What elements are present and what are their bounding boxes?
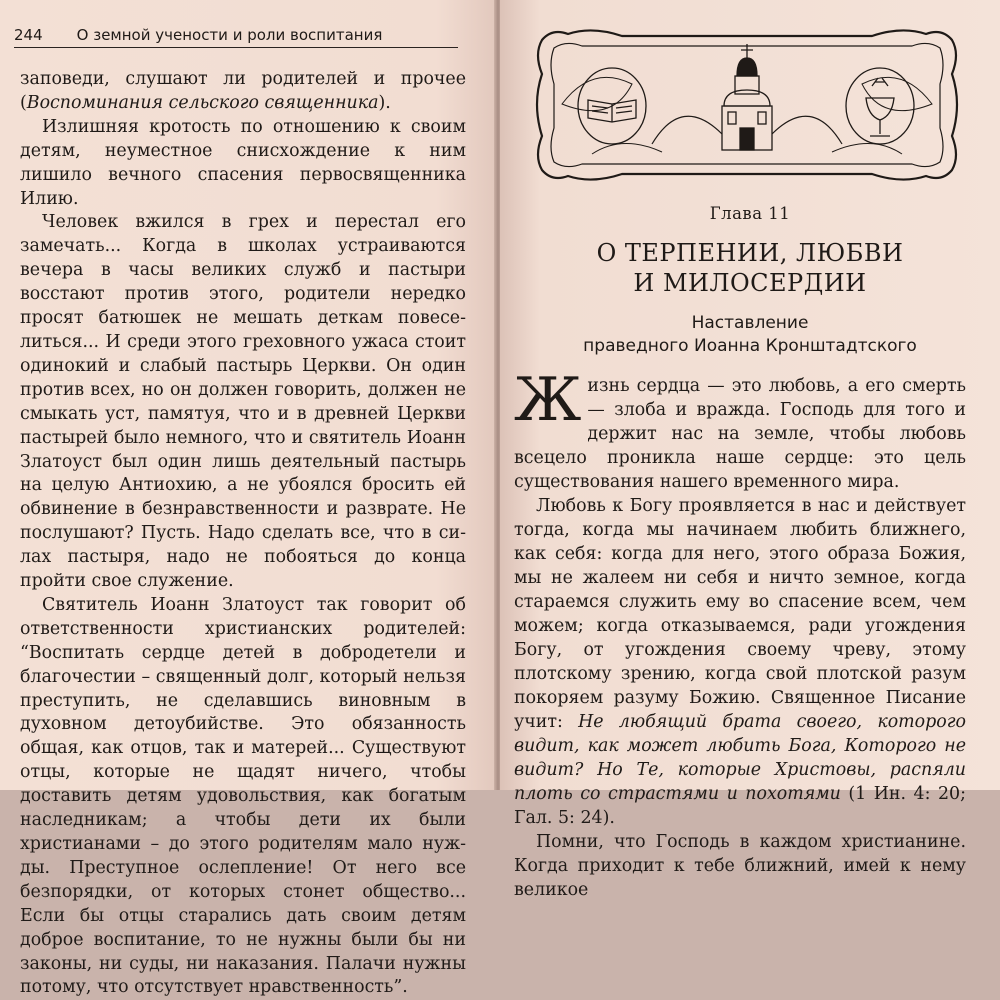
open-book-icon <box>578 68 646 144</box>
paragraph: Человек вжился в грех и перестал его замечать... Когда в школах устраиваются вечера в часы великих служб и пастыри восстают против этого, родители нередко просят батюшек не мешать деткам повеселиться... И среди этого греховного ужаса стоит одинокий и слабый пастырь Церкви. Он один против всех, но он должен говорить, должен не смыкать уст, памятуя, что и в древней Церкви пастырей было немного, что и святитель Иоанн Златоуст был один лишь деятельный пастырь на целую Антиохию, а не убоялся бросить ей обвинение в безнравственности и разврате. Не послушают? Пусть. Надо сделать все, что в силах пастыря, надо не побояться до конца пройти свое служение. <box>20 212 466 592</box>
left-body-text <box>20 68 466 1000</box>
chalice-icon <box>846 68 914 144</box>
page-number: 244 <box>14 26 43 44</box>
chapter-title: О ТЕРПЕНИИ, ЛЮБВИ И МИЛОСЕРДИИ <box>596 239 904 297</box>
left-page <box>0 0 496 998</box>
right-body-text <box>514 365 966 902</box>
drop-cap: Ж <box>514 365 582 435</box>
church-icon <box>722 44 772 150</box>
paragraph: Жизнь сердца — это любовь, а его смерть — злоба и вражда. Господь для того и держит нас на земле, чтобы любовь всецело проникла наше сердце: это цель существования нашего временного мира. <box>514 365 966 492</box>
chapter-subtitle: Наставление праведного Иоанна Кронштадтского <box>583 313 917 356</box>
running-title: О земной учености и роли воспитания <box>76 26 383 44</box>
running-head <box>14 26 458 48</box>
paragraph: Святитель Иоанн Златоуст так говорит об ответственности христианских родителей: “Воспитать сердце детей в добродетели и благочестии – священный долг, который нельзя преступить, не сделавшись виновным в духовном детоубийстве. Это обязанность общая, как отцов, так и матерей... Существуют отцы, которые не щадят ничего, чтобы доставить детям удовольствия, как богатым наследникам; а чтобы дети их были христианами – до этого родителям мало нужды. Преступное ослепление! От него все безпорядки, от которых стонет общество... Если бы отцы старались дать своим детям доброе воспитание, то не нужны были бы ни законы, ни суды, ни наказания. Палачи нужны потому, что отсутствует нравственность”. <box>20 594 466 998</box>
chapter-number: Глава 11 <box>709 204 791 223</box>
paragraph: заповеди, слушают ли родителей и прочее (Воспоминания сельского священника). <box>20 69 466 113</box>
paragraph: Помни, что Господь в каждом христианине. Когда приходит к тебе ближний, имей к нему великое <box>514 832 966 900</box>
paragraph: Любовь к Богу проявляется в нас и действует тогда, когда мы начинаем любить ближнего, как себя: когда для него, этого образа Божия, мы не жалеем ни себя и ничто земное, когда стараемся служить ему во спасение всем, чем можем; когда отказываемся, ради угождения Богу, от угождения своему чреву, этому плотскому зрению, когда свой плотской разум покоряем разуму Божию. Священное Писание учит: Не любящий брата своего, которого видит, как может любить Бога, Которого не видит? Но Те, которые Христовы, распяли плоть со страстями и похотями (1 Ин. 4: 20; Гал. 5: 24). <box>514 496 966 828</box>
paragraph: Излишняя кротость по отношению к своим детям, неуместное снисхождение к ним лишило вечного спасения первосвященника Илию. <box>20 116 466 209</box>
chapter-ornament <box>532 24 962 186</box>
